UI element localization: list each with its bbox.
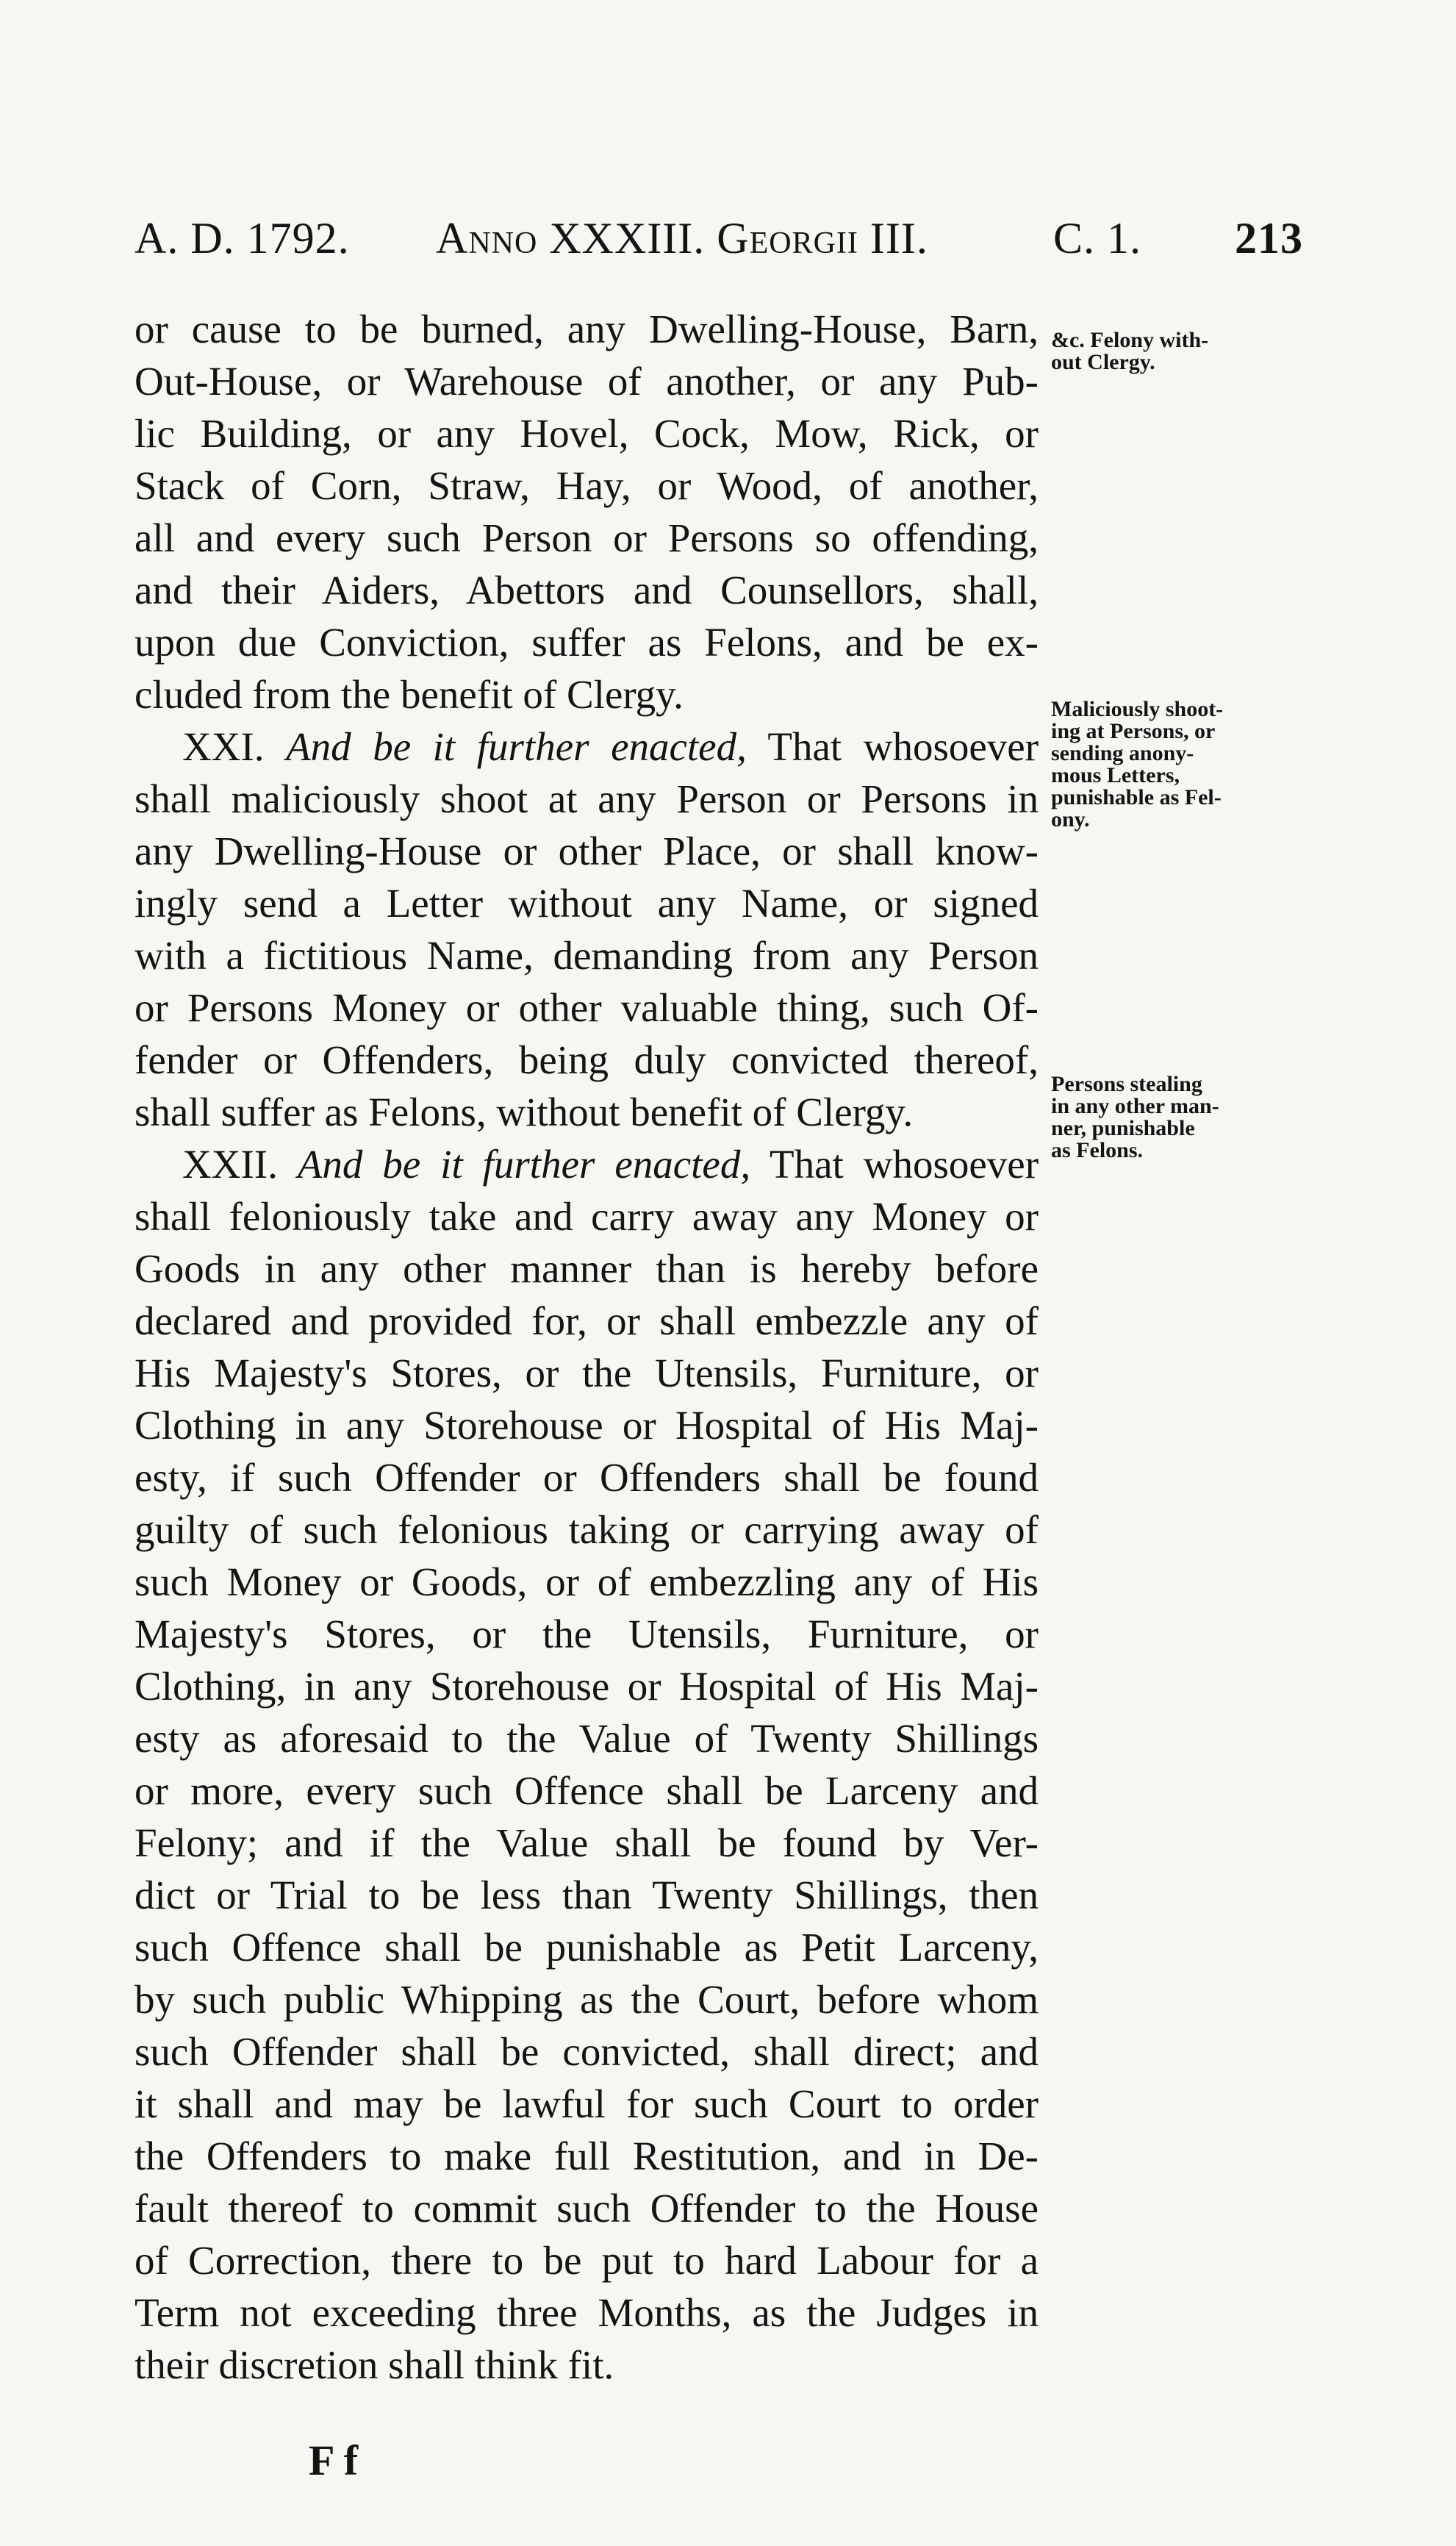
marginal-note-line: sending anony- [1051, 741, 1194, 765]
running-head-regnal-year: Anno XXXIII. Georgii III. [436, 214, 928, 262]
text-line: all and every such Person or Persons so offending, [135, 515, 1039, 560]
marginal-note-line: mous Letters, [1051, 763, 1180, 787]
text-line: fault thereof to commit such Offender to the House [135, 2186, 1039, 2231]
text-line: esty as aforesaid to the Value of Twenty Shillings [135, 1716, 1039, 1761]
marginal-note-line: &c. Felony with- [1051, 328, 1209, 352]
text-line: lic Building, or any Hovel, Cock, Mow, Rick, or [135, 411, 1039, 456]
running-head [135, 209, 1303, 268]
section-xxi-rest: That whosoever [746, 724, 1039, 769]
section-number-xxii: XXII. [182, 1142, 278, 1187]
text-line: Term not exceeding three Months, as the Judges in [135, 2290, 1039, 2335]
section-xxii-opening [135, 1138, 1039, 1190]
text-line: or more, every such Offence shall be Larceny and [135, 1768, 1039, 1813]
marginal-note-line: ner, punishable [1051, 1116, 1195, 1140]
text-line: or cause to be burned, any Dwelling-House, Barn, [135, 307, 1039, 351]
signature-mark: F f [309, 2436, 359, 2484]
marginal-note-line: punishable as Fel- [1051, 785, 1222, 809]
text-line: Goods in any other manner than is hereby before [135, 1246, 1039, 1291]
body-text [135, 303, 1039, 2391]
section-xxi-opening [135, 720, 1039, 773]
running-head-chapter: C. 1. [1053, 214, 1142, 262]
text-line: fender or Offenders, being duly convicted thereof, [135, 1037, 1039, 1082]
marginal-note-line: Maliciously shoot- [1051, 697, 1224, 721]
text-line: Stack of Corn, Straw, Hay, or Wood, of another, [135, 463, 1039, 508]
section-number-xxi: XXI. [182, 724, 265, 769]
text-line: declared and provided for, or shall embezzle any of [135, 1298, 1039, 1343]
text-line: Felony; and if the Value shall be found by Ver- [135, 1820, 1039, 1865]
text-line: by such public Whipping as the Court, before whom [135, 1977, 1039, 2022]
marginal-note-line: as Felons. [1051, 1138, 1144, 1162]
enacting-phrase: And be it further enacted, [286, 724, 747, 769]
marginal-note [1051, 698, 1323, 831]
page-number: 213 [1235, 214, 1303, 262]
text-line: their discretion shall think fit. [135, 2342, 614, 2387]
text-line: Majesty's Stores, or the Utensils, Furniture, or [135, 1612, 1039, 1656]
marginal-note-line: in any other man- [1051, 1094, 1219, 1118]
text-line: esty, if such Offender or Offenders shall be found [135, 1455, 1039, 1500]
text-line: such Offence shall be punishable as Petit Larceny, [135, 1925, 1039, 1970]
text-line: Clothing, in any Storehouse or Hospital of His Maj- [135, 1664, 1039, 1709]
text-line: with a fictitious Name, demanding from any Person [135, 933, 1039, 978]
marginal-note [1051, 329, 1323, 373]
marginal-note-line: Persons stealing [1051, 1072, 1202, 1096]
text-line: such Money or Goods, or of embezzling any of His [135, 1559, 1039, 1604]
text-line: Clothing in any Storehouse or Hospital of His Maj- [135, 1403, 1039, 1448]
text-line: upon due Conviction, suffer as Felons, and be ex- [135, 620, 1039, 665]
marginal-note-line: ony. [1051, 807, 1090, 832]
text-line: shall maliciously shoot at any Person or Persons in [135, 776, 1039, 821]
text-line: the Offenders to make full Restitution, and in De- [135, 2134, 1039, 2178]
text-line: of Correction, there to be put to hard Labour for a [135, 2238, 1039, 2283]
running-head-year: A. D. 1792. [135, 214, 350, 262]
marginal-note-line: ing at Persons, or [1051, 719, 1216, 743]
text-line: shall suffer as Felons, without benefit of Clergy. [135, 1090, 914, 1134]
text-line: Out-House, or Warehouse of another, or any Pub- [135, 359, 1039, 404]
text-line: and their Aiders, Abettors and Counsellors, shall, [135, 568, 1039, 612]
text-line: ingly send a Letter without any Name, or signed [135, 881, 1039, 926]
section-xxii-rest: That whosoever [750, 1142, 1039, 1187]
text-line: or Persons Money or other valuable thing, such Of- [135, 985, 1039, 1030]
text-line: His Majesty's Stores, or the Utensils, Furniture, or [135, 1351, 1039, 1395]
text-line: it shall and may be lawful for such Court to order [135, 2081, 1039, 2126]
text-line: dict or Trial to be less than Twenty Shillings, then [135, 1873, 1039, 1917]
enacting-phrase: And be it further enacted, [297, 1142, 751, 1187]
text-line: such Offender shall be convicted, shall direct; and [135, 2029, 1039, 2074]
text-line: any Dwelling-House or other Place, or shall know- [135, 829, 1039, 873]
text-line: cluded from the benefit of Clergy. [135, 672, 684, 717]
marginal-note [1051, 1073, 1323, 1162]
text-line: shall feloniously take and carry away any Money or [135, 1194, 1039, 1239]
text-line: guilty of such felonious taking or carrying away of [135, 1507, 1039, 1552]
marginal-note-line: out Clergy. [1051, 350, 1155, 374]
